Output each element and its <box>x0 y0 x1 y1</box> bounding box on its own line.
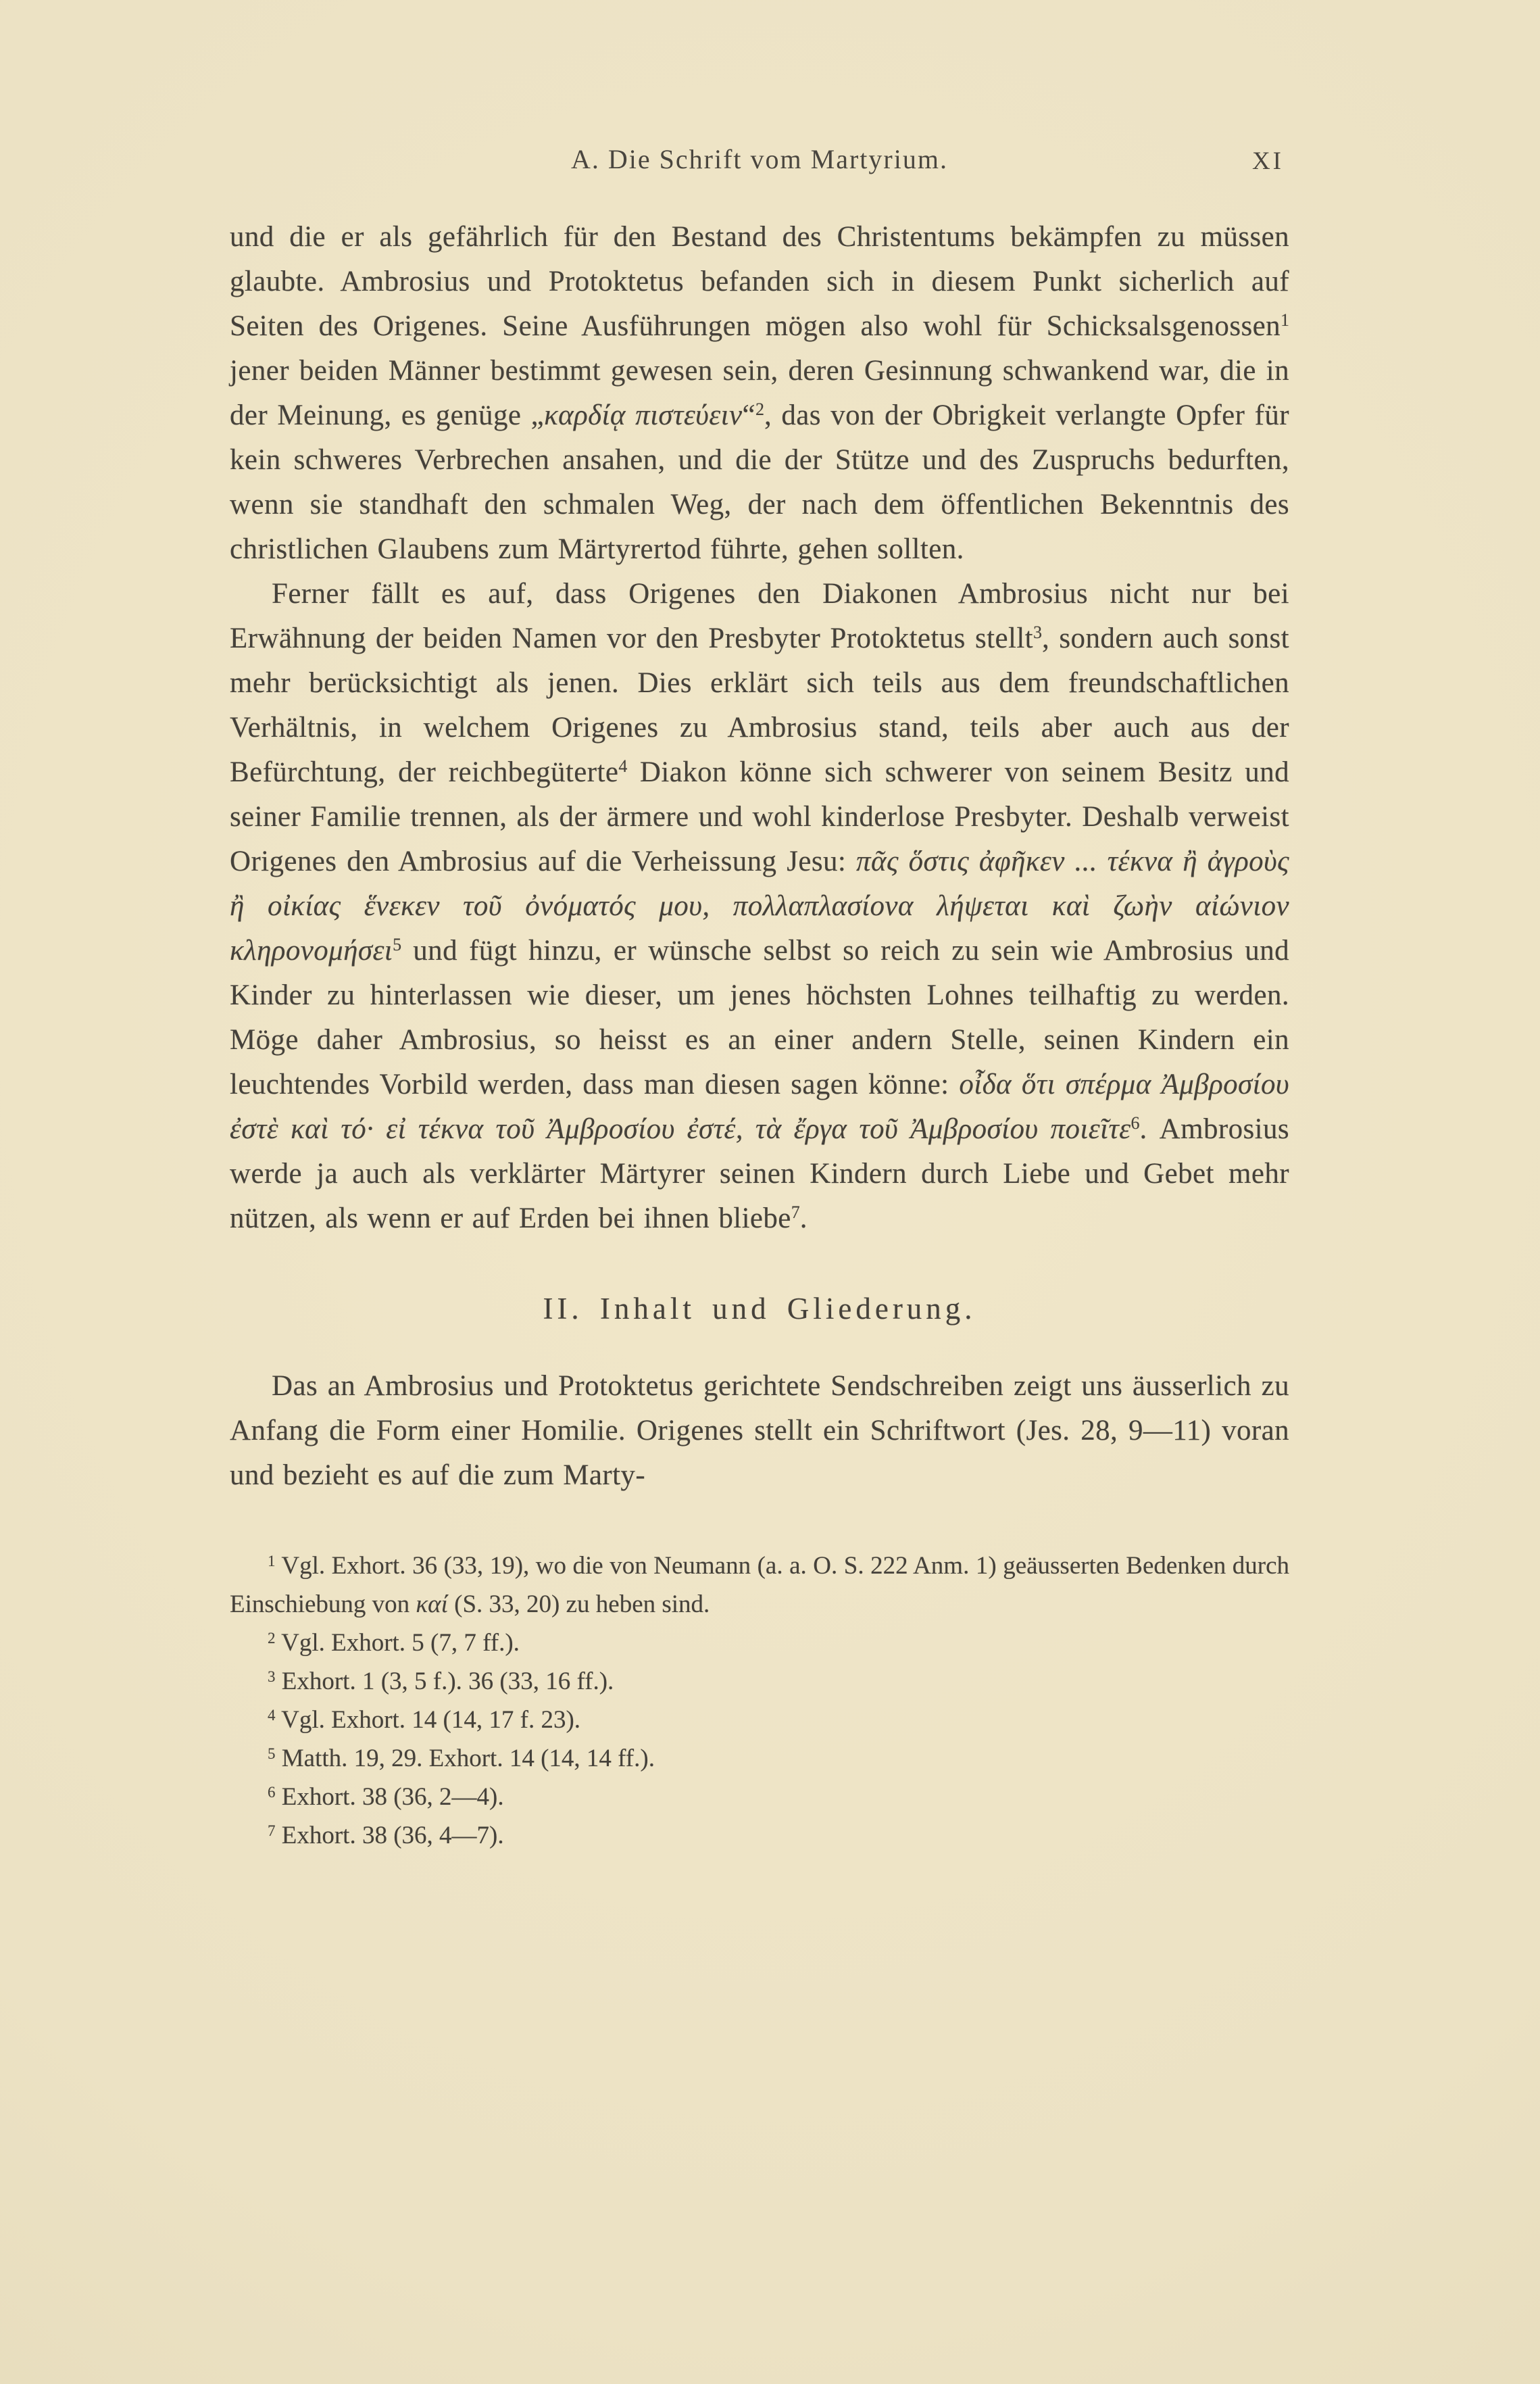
greek-phrase: πᾶς ὅστις ἀφῆκεν ... τέκνα ἢ ἀγροὺς ἢ οἰκίας ἕνεκεν τοῦ ὀνόματός μου, πολλαπλασίονα λήψεται καὶ ζωὴν αἰώνιον κληρονομήσει <box>230 846 1290 967</box>
text-run: Exhort. 38 (36, 2—4). <box>281 1783 504 1811</box>
footnote <box>230 1624 1289 1662</box>
footnote-number: 1 <box>268 1553 276 1570</box>
text-run: . <box>799 1202 808 1234</box>
text-run: Vgl. Exhort. 36 (33, 19), wo die von Neumann (a. a. O. S. 222 Anm. 1) geäusserten Bedenken durch Einschiebung von <box>230 1552 1289 1618</box>
text-run: . Ambrosius werde ja auch als verklärter Märtyrer seinen Kindern durch Liebe und Gebet mehr nützen, als wenn er auf Erden bei ihnen bliebe <box>230 1113 1289 1234</box>
paragraph <box>230 572 1289 1241</box>
text-run: (S. 33, 20) zu heben sind. <box>447 1590 710 1618</box>
footnote <box>230 1701 1289 1739</box>
footnote <box>230 1778 1289 1816</box>
text-run: Vgl. Exhort. 14 (14, 17 f. 23). <box>281 1706 581 1734</box>
footnote <box>230 1739 1289 1778</box>
footnote-marker: 1 <box>1281 310 1289 330</box>
text-run: “ <box>742 399 755 431</box>
footnote-marker: 7 <box>791 1202 800 1222</box>
greek-phrase: καρδίᾳ πιστεύειν <box>544 399 743 431</box>
body-blocks <box>230 215 1289 1498</box>
footnote-number: 2 <box>268 1630 276 1647</box>
type-area <box>230 143 1289 1855</box>
page-number: XI <box>1251 147 1284 175</box>
text-run: , sondern auch sonst mehr berücksichtigt als jenen. Dies erklärt sich teils aus dem freundschaftlichen Verhältnis, in welchem Origenes zu Ambrosius stand, teils aber auch aus der Befürchtung, der reichbegüterte <box>230 623 1289 788</box>
footnote-marker: 5 <box>393 935 402 954</box>
text-run: Diakon könne sich schwerer von seinem Besitz und seiner Familie trennen, als der ärmere und wohl kinderlose Presbyter. Deshalb verweist Origenes den Ambrosius auf die Verheissung Jesu: <box>230 756 1289 877</box>
footnote-number: 5 <box>268 1745 276 1762</box>
text-run: Matth. 19, 29. Exhort. 14 (14, 14 ff.). <box>281 1745 655 1772</box>
greek-phrase: καί <box>416 1590 448 1618</box>
footnote-marker: 3 <box>1033 623 1043 642</box>
footnote <box>230 1816 1289 1855</box>
text-run: und die er als gefährlich für den Bestand des Christentums bekämpfen zu müssen glaubte. Ambrosius und Protoktetus befanden sich in diesem Punkt sicherlich auf Seiten des Origenes. Seine Ausführungen mögen also wohl für Schicksalsgenossen <box>230 221 1289 342</box>
footnote-number: 3 <box>268 1668 276 1685</box>
text-run: Das an Ambrosius und Protoktetus gerichtete Sendschreiben zeigt uns äusserlich zu Anfang die Form einer Homilie. Origenes stellt ein Schriftwort (Jes. 28, 9—11) voran und bezieht es auf die zum Marty- <box>230 1370 1289 1491</box>
text-run: Exhort. 38 (36, 4—7). <box>281 1822 504 1849</box>
footnote <box>230 1547 1289 1624</box>
text-run: und fügt hinzu, er wünsche selbst so reich zu sein wie Ambrosius und Kinder zu hinterlassen wie dieser, um jenes höchsten Lohnes teilhaftig zu werden. Möge daher Ambrosius, so heisst es an einer andern Stelle, seinen Kindern ein leuchtendes Vorbild werden, dass man diesen sagen könne: <box>230 935 1289 1100</box>
paragraph <box>230 215 1289 572</box>
footnote-number: 6 <box>268 1784 276 1801</box>
footnote-marker: 2 <box>755 399 764 419</box>
greek-phrase: οἶδα ὅτι σπέρμα Ἀμβροσίου ἐστὲ καὶ τό· εἰ τέκνα τοῦ Ἀμβροσίου ἐστέ, τὰ ἔργα τοῦ Ἀμβροσίου ποιεῖτε <box>230 1069 1289 1145</box>
paragraph <box>230 1364 1289 1498</box>
text-run: , das von der Obrigkeit verlangte Opfer für kein schweres Verbrechen ansahen, und die der Stütze und des Zuspruchs bedurften, wenn sie standhaft den schmalen Weg, der nach dem öffentlichen Bekenntnis des christlichen Glaubens zum Märtyrertod führte, gehen sollten. <box>230 399 1289 565</box>
text-run: Vgl. Exhort. 5 (7, 7 ff.). <box>281 1629 520 1657</box>
section-heading: II. Inhalt und Gliederung. <box>543 1292 976 1325</box>
footnote-marker: 4 <box>618 756 628 776</box>
footnotes <box>230 1547 1289 1855</box>
text-run: Exhort. 1 (3, 5 f.). 36 (33, 16 ff.). <box>281 1668 614 1695</box>
footnote-marker: 6 <box>1131 1113 1140 1133</box>
running-header-title: A. Die Schrift vom Martyrium. <box>571 144 948 174</box>
footnote <box>230 1662 1289 1701</box>
footnote-number: 7 <box>268 1822 276 1839</box>
footnote-number: 4 <box>268 1707 276 1724</box>
text-run: Ferner fällt es auf, dass Origenes den Diakonen Ambrosius nicht nur bei Erwähnung der beiden Namen vor den Presbyter Protoktetus stellt <box>230 578 1289 654</box>
running-header <box>230 143 1289 176</box>
text-run: jener beiden Männer bestimmt gewesen sein, deren Gesinnung schwankend war, die in der Meinung, es genüge „ <box>230 355 1289 431</box>
